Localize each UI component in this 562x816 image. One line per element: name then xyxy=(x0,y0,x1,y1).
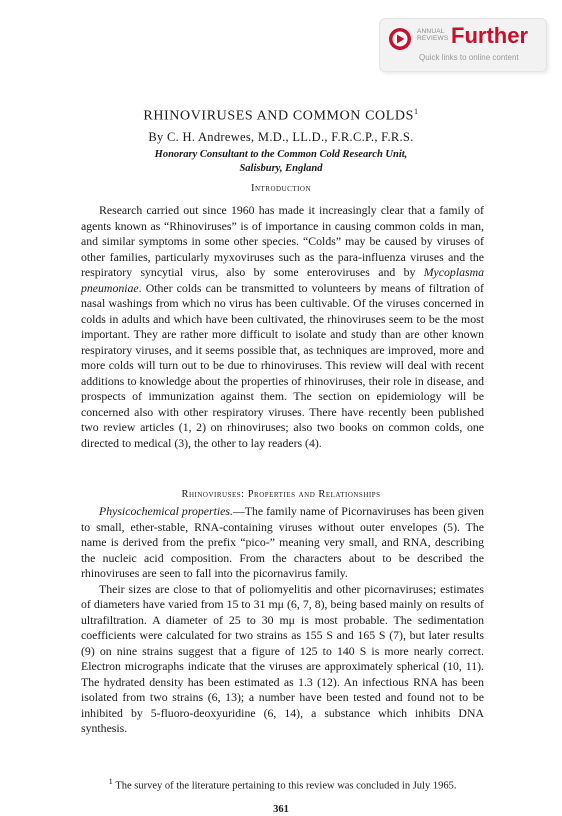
annual-reviews-further-badge[interactable] xyxy=(379,18,547,72)
reviews-label: REVIEWS xyxy=(417,35,449,42)
introduction-body xyxy=(81,203,484,451)
introduction-paragraph: Research carried out since 1960 has made it increasingly clear that a family of agents known as “Rhinoviruses” is of importance in causing common colds in man, and similar symptoms in some other species. “Colds” may be caused by viruses of other families, particularly myxoviruses such as the para-influenza viruses and the respiratory syncytial virus, also by some enteroviruses and by Mycoplasma pneumoniae. Other colds can be transmitted to volunteers by means of filtration of nasal washings from which no virus has been cultivable. Of the viruses concerned in colds in adults and which have been cultivated, the rhinoviruses seem to be the most important. They are rather more difficult to isolate and study than are other known respiratory viruses, and it seems possible that, as techniques are improved, more and more colds will turn out to be due to rhinoviruses. This review will deal with recent additions to knowledge about the properties of rhinoviruses, their role in disease, and prospects of immunization against them. The section on epidemiology will be concerned also with other respiratory viruses. There have recently been published two review articles (1, 2) on rhinoviruses; also two books on common colds, one directed to medical (3), the other to lay readers (4). xyxy=(81,203,484,450)
section-heading-properties: Rhinoviruses: Properties and Relationships xyxy=(181,489,381,500)
properties-paragraph-1 xyxy=(81,504,484,582)
physicochemical-subhead: Physicochemical properties. xyxy=(99,504,233,518)
author-affiliation-line1: Honorary Consultant to the Common Cold Research Unit, xyxy=(154,149,408,160)
author-affiliation-line2: Salisbury, England xyxy=(239,163,323,174)
section-heading-introduction: Introduction xyxy=(250,183,312,194)
page-number: 361 xyxy=(273,804,289,815)
quick-links-label: Quick links to online content xyxy=(419,53,519,62)
annual-reviews-logo-text xyxy=(417,28,448,42)
play-circle-icon xyxy=(388,27,412,51)
author-byline: By C. H. Andrewes, M.D., LL.D., F.R.C.P., F.R.S. xyxy=(148,130,414,144)
properties-body xyxy=(81,504,484,737)
footnote-text: The survey of the literature pertaining to this review was concluded in July 1965. xyxy=(115,780,457,792)
properties-paragraph-2: Their sizes are close to that of poliomyelitis and other picornaviruses; estimates of diameters have varied from 15 to 31 mμ (6, 7, 8), being based mainly on results of ultrafiltration. A diameter of 25 to 30 mμ is most probable. The sedimentation coefficients were calculated for two strains as 155 S and 165 S (7), but later results (9) on nine strains suggest that a figure of 125 to 140 S is more nearly correct. Electron micrographs indicate that the viruses are approximately spherical (10, 11). The hydrated density has been estimated as 1.3 (12). An infectious RNA has been isolated from two strains (6, 13); a number have been tested and found not to be inhibited by 5-fluoro-deoxyuridine (6, 14), a substance which inhibits DNA synthesis. xyxy=(81,581,484,735)
organism-name: Mycoplasma pneumoniae xyxy=(81,265,484,295)
further-label: Further xyxy=(451,23,528,48)
article-title-text: RHINOVIRUSES AND COMMON COLDS xyxy=(143,108,414,124)
annual-label: ANNUAL xyxy=(417,28,445,35)
title-footnote-mark[interactable]: 1 xyxy=(414,107,419,116)
footnote-mark: 1 xyxy=(108,776,113,786)
article-title xyxy=(0,107,562,125)
properties-paragraph-1-text: —The family name of Picornaviruses has been given to small, ether-stable, RNA-containing viruses without outer envelopes (5). The name is derived from the prefix “pico-” meaning very small, and RNA, describing the nucleic acid composition. From the characters about to be described the rhinoviruses are seen to fall into the picornavirus family. xyxy=(81,504,484,580)
footnote xyxy=(81,776,484,792)
